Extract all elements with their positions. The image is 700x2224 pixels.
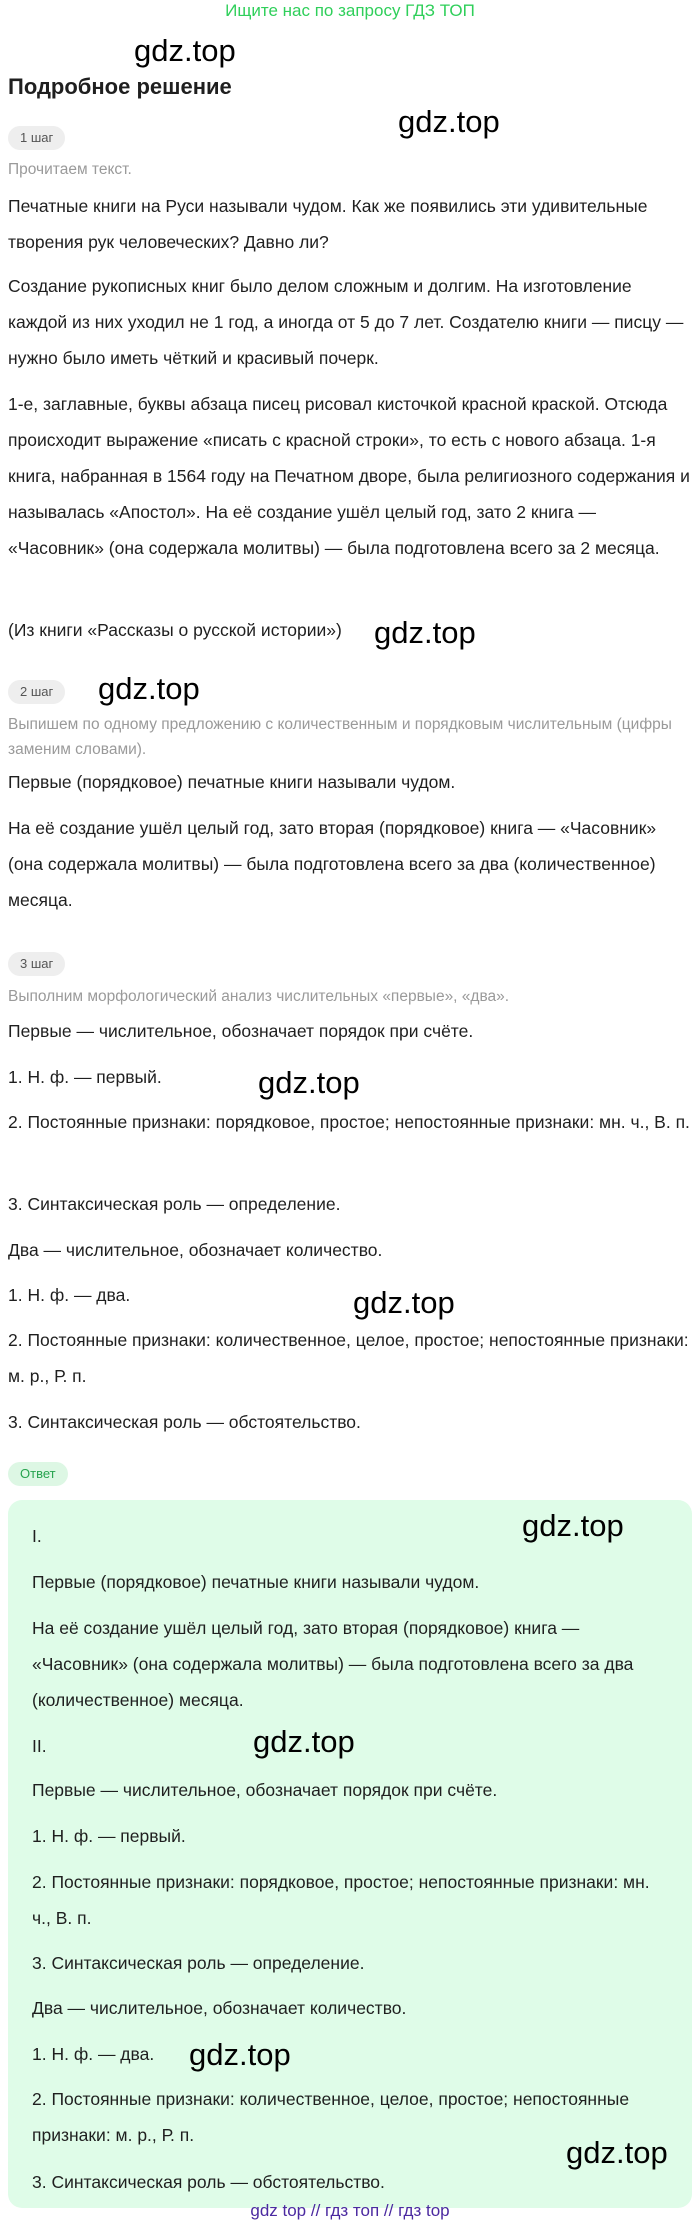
watermark: gdz.top: [98, 671, 200, 706]
watermark: gdz.top: [189, 2037, 291, 2072]
answer-line: 3. Синтаксическая роль — определение.: [32, 1953, 365, 1973]
answer-line: Первые (порядковое) печатные книги называли чудом.: [32, 1572, 480, 1592]
answer-line: 2. Постоянные признаки: порядковое, простое; непостоянные признаки: мн. ч., В. п.: [32, 1872, 650, 1928]
text-paragraph: Создание рукописных книг было делом сложным и долгим. На изготовление каждой из них уходил не 1 год, а иногда от 5 до 7 лет. Создателю книги — писцу — нужно было иметь чёткий и красивый почерк.: [8, 276, 684, 368]
answer-badge: Ответ: [8, 1462, 68, 1486]
answer-line: I.: [32, 1526, 42, 1546]
text-paragraph: 1-е, заглавные, буквы абзаца писец рисовал кисточкой красной краской. Отсюда происходит выражение «писать с красной строки», то есть с нового абзаца. 1-я книга, набранная в 1564 году на Печатном дворе, была религиозного содержания и называлась «Апостол». На её создание ушёл целый год, зато 2 книга — «Часовник» (она содержала молитвы) — была подготовлена всего за 2 месяца.: [8, 394, 690, 558]
step-note: Выпишем по одному предложению с количественным и порядковым числительным (цифры заменим словами).: [8, 716, 672, 758]
answer-line: 3. Синтаксическая роль — обстоятельство.: [32, 2172, 385, 2192]
analysis-line: 2. Постоянные признаки: порядковое, простое; непостоянные признаки: мн. ч., В. п.: [8, 1112, 690, 1132]
footer-separator: //: [383, 2201, 394, 2220]
analysis-line: 1. Н. ф. — два.: [8, 1285, 131, 1305]
analysis-line: 2. Постоянные признаки: количественное, целое, простое; непостоянные признаки: м. р., Р. п.: [8, 1330, 689, 1386]
footer-link[interactable]: gdz top: [250, 2201, 307, 2220]
footer-link[interactable]: гдз топ: [325, 2201, 380, 2220]
answer-line: Два — числительное, обозначает количество.: [32, 1998, 407, 2018]
text-paragraph: На её создание ушёл целый год, зато вторая (порядковое) книга — «Часовник» (она содержала молитвы) — была подготовлена всего за два (количественное) месяца.: [8, 818, 657, 910]
footer-link[interactable]: гдз top: [398, 2201, 450, 2220]
watermark: gdz.top: [398, 104, 500, 139]
search-banner-link[interactable]: Ищите нас по запросу ГДЗ ТОП: [225, 1, 475, 20]
text-paragraph: Первые (порядковое) печатные книги называли чудом.: [8, 772, 456, 792]
analysis-line: Первые — числительное, обозначает порядок при счёте.: [8, 1021, 474, 1041]
watermark: gdz.top: [253, 1724, 355, 1759]
step-note: Выполним морфологический анализ числительных «первые», «два».: [8, 988, 510, 1005]
page-title: Подробное решение: [8, 74, 232, 99]
footer-separator: //: [310, 2201, 321, 2220]
watermark: gdz.top: [566, 2135, 668, 2170]
footer-links: [0, 2200, 700, 2222]
text-paragraph: Печатные книги на Руси называли чудом. Как же появились эти удивительные творения рук человеческих? Давно ли?: [8, 196, 648, 252]
step-badge: 1 шаг: [8, 126, 65, 150]
watermark: gdz.top: [522, 1508, 624, 1543]
watermark: gdz.top: [258, 1065, 360, 1100]
answer-line: 1. Н. ф. — два.: [32, 2044, 155, 2064]
watermark: gdz.top: [353, 1285, 455, 1320]
answer-line: 1. Н. ф. — первый.: [32, 1826, 186, 1846]
answer-line: На её создание ушёл целый год, зато вторая (порядковое) книга — «Часовник» (она содержала молитвы) — была подготовлена всего за два (количественное) месяца.: [32, 1618, 634, 1710]
analysis-line: Два — числительное, обозначает количество.: [8, 1240, 383, 1260]
watermark: gdz.top: [374, 615, 476, 650]
step-badge: 2 шаг: [8, 680, 65, 704]
text-paragraph: (Из книги «Рассказы о русской истории»): [8, 620, 342, 640]
watermark: gdz.top: [134, 33, 236, 68]
step-note: Прочитаем текст.: [8, 161, 132, 178]
analysis-line: 3. Синтаксическая роль — обстоятельство.: [8, 1412, 361, 1432]
answer-line: II.: [32, 1736, 47, 1756]
analysis-line: 1. Н. ф. — первый.: [8, 1067, 162, 1087]
step-badge: 3 шаг: [8, 952, 65, 976]
analysis-line: 3. Синтаксическая роль — определение.: [8, 1194, 341, 1214]
answer-line: 2. Постоянные признаки: количественное, целое, простое; непостоянные признаки: м. р., Р. п.: [32, 2089, 630, 2145]
answer-line: Первые — числительное, обозначает порядок при счёте.: [32, 1780, 498, 1800]
